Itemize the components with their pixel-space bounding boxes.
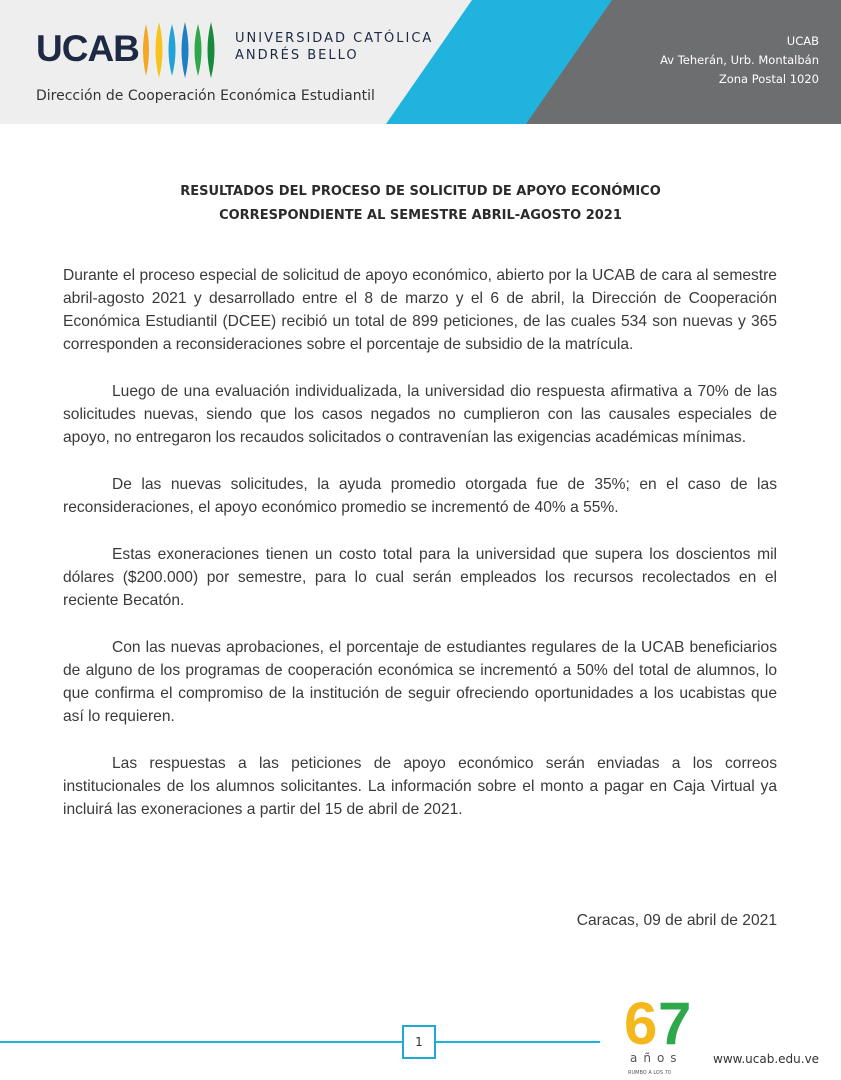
address-line3: Zona Postal 1020 [718, 72, 819, 86]
paragraph-1: Durante el proceso especial de solicitud de apoyo económico, abierto por la UCAB de cara al semestre abril-agosto 2021 y desarrollado entre el 8 de marzo y el 6 de abril, la Dirección de Cooperación Económica Estudiantil (DCEE) recibió un total de 899 peticiones, de las cuales 534 son nuevas y 365 corresponden a reconsideraciones sobre el porcentaje de subsidio de la matrícula. [63, 267, 777, 353]
document-body [63, 264, 777, 845]
anniversary-67-logo [622, 990, 712, 1080]
anniversary-sub: RUMBO A LOS 70 [628, 1070, 671, 1076]
address-line1: UCAB [786, 34, 819, 48]
department-name: Dirección de Cooperación Económica Estudiantil [36, 88, 375, 104]
title-line1: RESULTADOS DEL PROCESO DE SOLICITUD DE APOYO ECONÓMICO [180, 184, 661, 199]
address-line2: Av Teherán, Urb. Montalbán [660, 53, 819, 67]
paragraph-5: Con las nuevas aprobaciones, el porcentaje de estudiantes regulares de la UCAB beneficiarios de alguno de los programas de cooperación económica se incrementó a 50% del total de alumnos, lo que confirma el compromiso de la institución de seguir ofreciendo oportunidades a los ucabistas que así lo requieren. [63, 639, 777, 725]
paragraph-3: De las nuevas solicitudes, la ayuda promedio otorgada fue de 35%; en el caso de las reconsideraciones, el apoyo económico promedio se incrementó de 40% a 55%. [63, 476, 777, 516]
document-title [0, 180, 841, 228]
footer-divider [0, 1041, 600, 1043]
page-number [402, 1025, 436, 1059]
anniversary-number-six: 6 [624, 990, 658, 1057]
logo-drops-icon [140, 20, 230, 80]
university-name-line2: ANDRÉS BELLO [235, 48, 359, 63]
university-name [235, 30, 433, 64]
letterhead [0, 0, 841, 124]
website-link[interactable]: www.ucab.edu.ve [713, 1052, 820, 1066]
page-number-text: 1 [415, 1035, 423, 1049]
paragraph-2: Luego de una evaluación individualizada, la universidad dio respuesta afirmativa a 70% de las solicitudes nuevas, siendo que los casos negados no cumplieron con las causales especiales de apoyo, no entregaron los recaudos solicitados o contravenían las exigencias académicas mínimas. [63, 383, 777, 446]
university-name-line1: UNIVERSIDAD CATÓLICA [235, 31, 434, 46]
paragraph-6: Las respuestas a las peticiones de apoyo económico serán enviadas a los correos institucionales de los alumnos solicitantes. La información sobre el monto a pagar en Caja Virtual ya incluirá las exoneraciones a partir del 15 de abril de 2021. [63, 755, 777, 818]
title-line2: CORRESPONDIENTE AL SEMESTRE ABRIL-AGOSTO 2021 [219, 208, 622, 223]
logo-text: UCAB [36, 28, 139, 69]
anniversary-number-seven: 7 [658, 990, 692, 1057]
paragraph-4: Estas exoneraciones tienen un costo total para la universidad que supera los doscientos mil dólares ($200.000) por semestre, para lo cual serán empleados los recursos recolectados en el reciente Becatón. [63, 546, 777, 609]
address-block [660, 32, 819, 89]
anniversary-word: años [630, 1051, 683, 1065]
date-closing: Caracas, 09 de abril de 2021 [576, 912, 777, 929]
